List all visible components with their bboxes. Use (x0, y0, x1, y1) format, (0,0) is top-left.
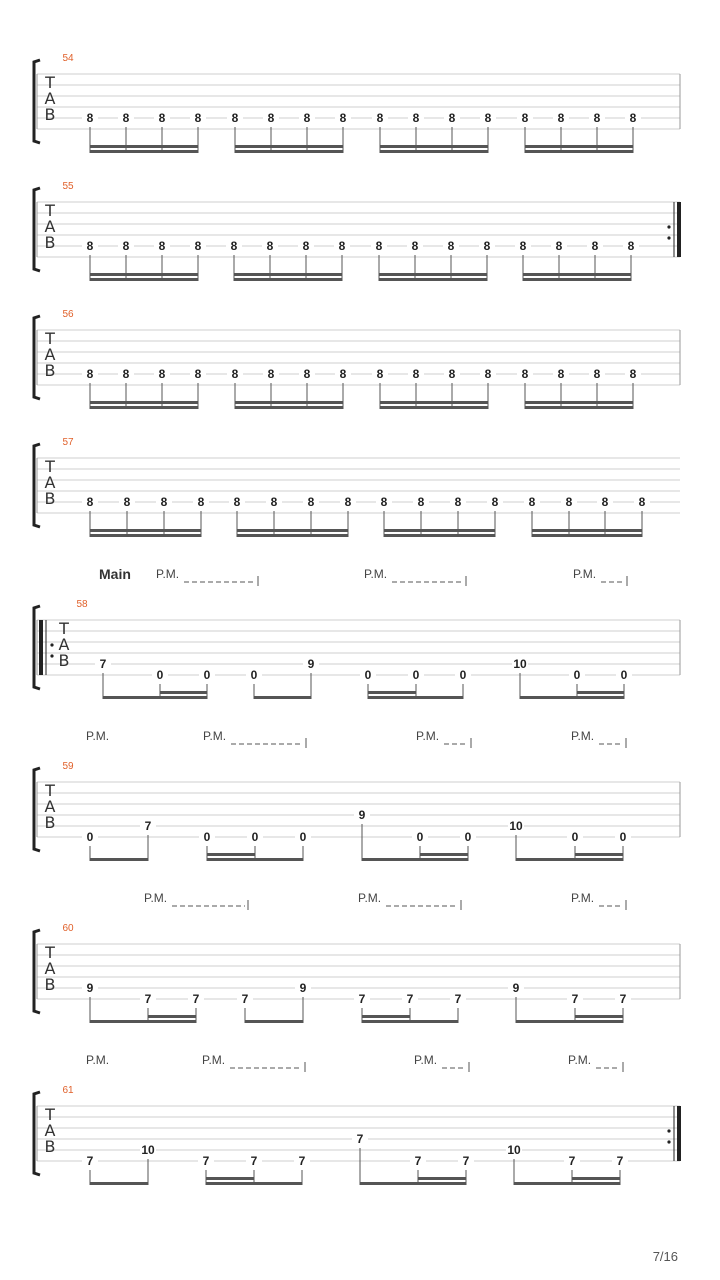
fret-number: 8 (122, 239, 130, 253)
beam (245, 1020, 303, 1023)
tab-clef-letter-b: B (44, 975, 56, 994)
tab-clef-letter-a: A (44, 89, 56, 108)
fret-number: 8 (565, 495, 573, 509)
fret-number: 8 (302, 239, 310, 253)
tab-clef-letter-a: A (44, 959, 56, 978)
palm-mute-marking: P.M. (364, 567, 388, 581)
fret-number: 10 (513, 657, 527, 671)
fret-number: 0 (251, 830, 259, 844)
staff-system-60 (34, 891, 680, 1023)
fret-number: 7 (406, 992, 414, 1006)
fret-number: 8 (158, 367, 166, 381)
staff-system-61 (34, 1053, 681, 1185)
fret-number: 8 (528, 495, 536, 509)
fret-number: 8 (593, 111, 601, 125)
beam-secondary (235, 145, 343, 148)
beam (525, 150, 633, 153)
fret-number: 8 (307, 495, 315, 509)
palm-mute-marking: P.M. (571, 729, 595, 743)
beam (380, 150, 488, 153)
beam-secondary (380, 145, 488, 148)
fret-number: 8 (160, 495, 168, 509)
beam (362, 1020, 458, 1023)
fret-number: 8 (591, 239, 599, 253)
fret-number: 10 (509, 819, 523, 833)
beam (90, 858, 148, 861)
palm-mute-marking: P.M. (416, 729, 440, 743)
beam-secondary (237, 529, 348, 532)
fret-number: 8 (158, 111, 166, 125)
tab-clef-letter-a: A (44, 473, 56, 492)
fret-number: 8 (491, 495, 499, 509)
beam (90, 406, 198, 409)
fret-number: 8 (266, 239, 274, 253)
fret-number: 8 (483, 239, 491, 253)
palm-mute-marking: P.M. (571, 891, 595, 905)
beam (525, 406, 633, 409)
tab-clef-letter-b: B (44, 361, 56, 380)
fret-number: 8 (629, 111, 637, 125)
beam-secondary (206, 1177, 254, 1180)
beam-secondary (420, 853, 468, 856)
fret-number: 8 (230, 239, 238, 253)
bar-number: 60 (62, 923, 74, 934)
fret-number: 8 (338, 239, 346, 253)
fret-number: 8 (557, 111, 565, 125)
fret-number: 7 (250, 1154, 258, 1168)
bar-number: 56 (62, 309, 74, 320)
beam (90, 1020, 196, 1023)
fret-number: 8 (231, 111, 239, 125)
beam-secondary (160, 691, 207, 694)
palm-mute-marking: P.M. (568, 1053, 592, 1067)
fret-number: 7 (616, 1154, 624, 1168)
beam (523, 278, 631, 281)
fret-number: 8 (270, 495, 278, 509)
tab-clef-letter-b: B (44, 105, 56, 124)
fret-number: 0 (156, 668, 164, 682)
fret-number: 0 (464, 830, 472, 844)
beam-secondary (90, 273, 198, 276)
fret-number: 10 (507, 1143, 521, 1157)
fret-number: 8 (629, 367, 637, 381)
repeat-dot (667, 236, 670, 239)
fret-number: 8 (86, 495, 94, 509)
beam-secondary (572, 1177, 620, 1180)
fret-number: 0 (412, 668, 420, 682)
fret-number: 7 (192, 992, 200, 1006)
tab-clef-letter-t: T (45, 329, 55, 348)
beam (90, 1182, 148, 1185)
beam-secondary (523, 273, 631, 276)
beam-secondary (525, 145, 633, 148)
beam-secondary (90, 145, 198, 148)
fret-number: 7 (144, 992, 152, 1006)
palm-mute-marking: P.M. (144, 891, 168, 905)
fret-number: 8 (231, 367, 239, 381)
fret-number: 8 (519, 239, 527, 253)
repeat-dot (667, 1129, 670, 1132)
staff-system-56 (34, 309, 680, 409)
beam-secondary (207, 853, 255, 856)
fret-number: 8 (233, 495, 241, 509)
fret-number: 8 (448, 111, 456, 125)
repeat-end-thick-bar (677, 1106, 681, 1161)
fret-number: 8 (521, 111, 529, 125)
tab-clef-letter-t: T (45, 781, 55, 800)
fret-number: 0 (250, 668, 258, 682)
fret-number: 8 (376, 367, 384, 381)
fret-number: 7 (86, 1154, 94, 1168)
beam (516, 858, 623, 861)
tab-clef-letter-t: T (45, 73, 55, 92)
fret-number: 0 (619, 830, 627, 844)
fret-number: 8 (380, 495, 388, 509)
fret-number: 8 (86, 239, 94, 253)
fret-number: 7 (358, 992, 366, 1006)
repeat-dot (50, 654, 53, 657)
fret-number: 8 (454, 495, 462, 509)
fret-number: 0 (86, 830, 94, 844)
fret-number: 7 (462, 1154, 470, 1168)
fret-number: 8 (123, 495, 131, 509)
beam (237, 534, 348, 537)
beam (379, 278, 487, 281)
fret-number: 8 (303, 111, 311, 125)
tab-clef-letter-t: T (59, 619, 69, 638)
fret-number: 8 (411, 239, 419, 253)
fret-number: 8 (521, 367, 529, 381)
beam-secondary (368, 691, 416, 694)
beam-secondary (525, 401, 633, 404)
tab-clef-letter-a: A (44, 217, 56, 236)
beam (384, 534, 495, 537)
repeat-dot (50, 643, 53, 646)
fret-number: 0 (299, 830, 307, 844)
fret-number: 8 (344, 495, 352, 509)
beam-secondary (235, 401, 343, 404)
fret-number: 8 (557, 367, 565, 381)
beam (90, 150, 198, 153)
palm-mute-marking: P.M. (86, 1053, 110, 1067)
tab-clef-letter-t: T (45, 943, 55, 962)
palm-mute-marking: P.M. (156, 567, 180, 581)
beam (207, 858, 303, 861)
staff-system-57 (34, 437, 680, 537)
fret-number: 8 (86, 111, 94, 125)
staff-system-55 (34, 181, 681, 281)
tab-clef-letter-a: A (44, 1121, 56, 1140)
beam (235, 150, 343, 153)
beam (532, 534, 642, 537)
bar-number: 59 (62, 761, 74, 772)
tab-clef-letter-a: A (44, 345, 56, 364)
fret-number: 8 (122, 111, 130, 125)
fret-number: 7 (619, 992, 627, 1006)
beam (234, 278, 342, 281)
fret-number: 0 (203, 830, 211, 844)
fret-number: 9 (358, 808, 366, 822)
fret-number: 7 (571, 992, 579, 1006)
beam (254, 696, 311, 699)
section-label: Main (99, 566, 131, 582)
beam-secondary (379, 273, 487, 276)
beam (206, 1182, 302, 1185)
beam (235, 406, 343, 409)
beam (360, 1182, 466, 1185)
fret-number: 8 (267, 367, 275, 381)
fret-number: 7 (414, 1154, 422, 1168)
fret-number: 8 (158, 239, 166, 253)
fret-number: 8 (593, 367, 601, 381)
fret-number: 8 (555, 239, 563, 253)
beam (90, 278, 198, 281)
fret-number: 8 (376, 111, 384, 125)
fret-number: 7 (241, 992, 249, 1006)
tab-clef-letter-t: T (45, 457, 55, 476)
fret-number: 8 (197, 495, 205, 509)
beam-secondary (380, 401, 488, 404)
beam (103, 696, 207, 699)
palm-mute-marking: P.M. (358, 891, 382, 905)
beam-secondary (234, 273, 342, 276)
fret-number: 8 (194, 111, 202, 125)
palm-mute-marking: P.M. (86, 729, 110, 743)
beam-secondary (575, 853, 623, 856)
beam-secondary (577, 691, 624, 694)
fret-number: 10 (141, 1143, 155, 1157)
fret-number: 7 (99, 657, 107, 671)
staff-system-58 (34, 566, 680, 699)
tab-clef-letter-t: T (45, 1105, 55, 1124)
fret-number: 7 (202, 1154, 210, 1168)
palm-mute-marking: P.M. (573, 567, 597, 581)
fret-number: 8 (484, 367, 492, 381)
fret-number: 8 (86, 367, 94, 381)
fret-number: 8 (627, 239, 635, 253)
repeat-dot (667, 1140, 670, 1143)
fret-number: 8 (375, 239, 383, 253)
repeat-start-thick-bar (39, 620, 43, 675)
tab-clef-letter-b: B (44, 813, 56, 832)
page-number: 7/16 (652, 1249, 678, 1264)
bar-number: 58 (76, 599, 88, 610)
fret-number: 8 (339, 367, 347, 381)
beam (516, 1020, 623, 1023)
staff-system-54 (34, 53, 680, 153)
fret-number: 9 (86, 981, 94, 995)
beam-secondary (90, 529, 201, 532)
fret-number: 9 (307, 657, 315, 671)
fret-number: 7 (356, 1132, 364, 1146)
fret-number: 0 (571, 830, 579, 844)
palm-mute-marking: P.M. (202, 1053, 226, 1067)
fret-number: 8 (417, 495, 425, 509)
fret-number: 8 (194, 367, 202, 381)
beam (380, 406, 488, 409)
fret-number: 7 (454, 992, 462, 1006)
beam (520, 696, 624, 699)
beam-secondary (90, 401, 198, 404)
fret-number: 0 (364, 668, 372, 682)
repeat-end-thick-bar (677, 202, 681, 257)
fret-number: 8 (601, 495, 609, 509)
palm-mute-marking: P.M. (414, 1053, 438, 1067)
fret-number: 0 (416, 830, 424, 844)
fret-number: 0 (459, 668, 467, 682)
beam (368, 696, 463, 699)
beam-secondary (148, 1015, 196, 1018)
tab-clef-letter-a: A (58, 635, 70, 654)
tab-clef-letter-t: T (45, 201, 55, 220)
repeat-dot (667, 225, 670, 228)
beam-secondary (532, 529, 642, 532)
fret-number: 8 (303, 367, 311, 381)
fret-number: 8 (412, 367, 420, 381)
fret-number: 7 (144, 819, 152, 833)
beam-secondary (362, 1015, 410, 1018)
fret-number: 8 (267, 111, 275, 125)
fret-number: 0 (573, 668, 581, 682)
fret-number: 8 (484, 111, 492, 125)
beam-secondary (384, 529, 495, 532)
fret-number: 8 (122, 367, 130, 381)
beam (514, 1182, 620, 1185)
beam (362, 858, 468, 861)
bar-number: 55 (62, 181, 74, 192)
fret-number: 8 (194, 239, 202, 253)
tab-clef-letter-b: B (44, 1137, 56, 1156)
fret-number: 8 (447, 239, 455, 253)
palm-mute-marking: P.M. (203, 729, 227, 743)
fret-number: 9 (299, 981, 307, 995)
tab-clef-letter-b: B (44, 489, 56, 508)
fret-number: 8 (412, 111, 420, 125)
fret-number: 7 (298, 1154, 306, 1168)
fret-number: 9 (512, 981, 520, 995)
tab-clef-letter-b: B (44, 233, 56, 252)
bar-number: 57 (62, 437, 74, 448)
fret-number: 0 (620, 668, 628, 682)
beam-secondary (575, 1015, 623, 1018)
beam-secondary (418, 1177, 466, 1180)
fret-number: 8 (448, 367, 456, 381)
tab-clef-letter-b: B (58, 651, 70, 670)
fret-number: 0 (203, 668, 211, 682)
tab-clef-letter-a: A (44, 797, 56, 816)
fret-number: 8 (339, 111, 347, 125)
bar-number: 61 (62, 1085, 74, 1096)
fret-number: 8 (638, 495, 646, 509)
fret-number: 7 (568, 1154, 576, 1168)
staff-system-59 (34, 729, 680, 861)
beam (90, 534, 201, 537)
bar-number: 54 (62, 53, 74, 64)
